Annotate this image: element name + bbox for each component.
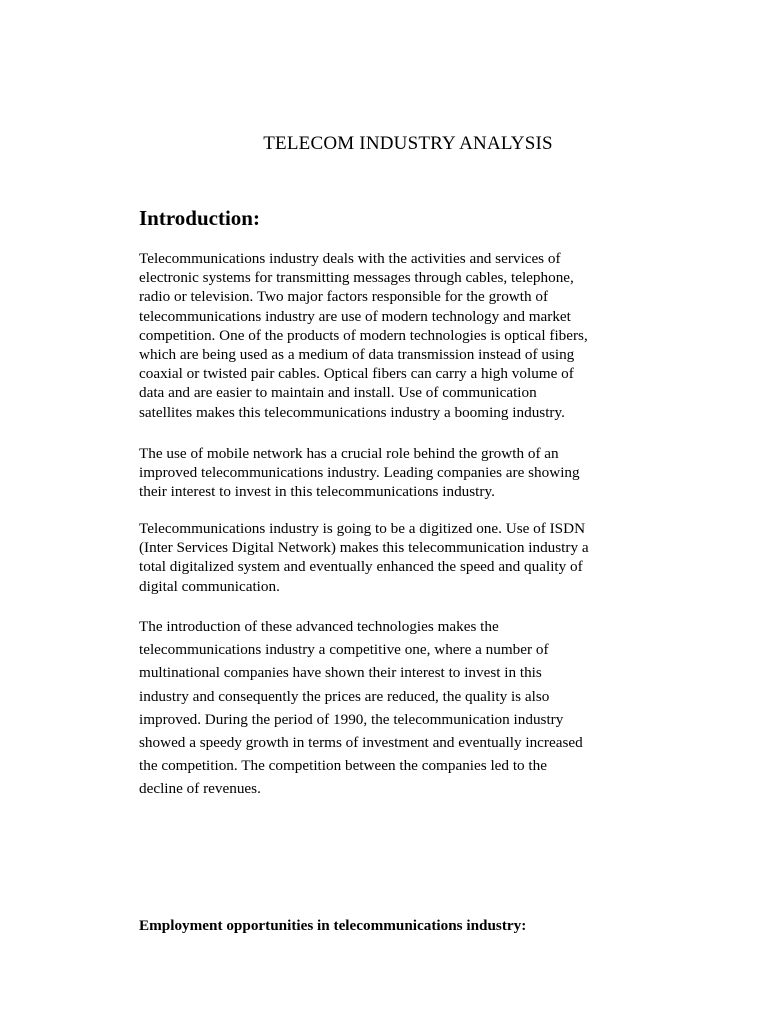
paragraph-3: Telecommunications industry is going to be a digitized one. Use of ISDN (Inter Services Digital Network) makes this telecommunication industry a total digitalized system and eventually enhanced the speed and quality of digital communication. xyxy=(139,520,589,595)
paragraph-4: The introduction of these advanced technologies makes the telecommunications industry a competitive one, where a number of multinational companies have shown their interest to invest in this industry and consequently the prices are reduced, the quality is also improved. During the period of 1990, the telecommunication industry showed a speedy growth in terms of investment and eventually increased the competition. The competition between the companies led to the decline of revenues. xyxy=(139,618,583,798)
paragraph-1: Telecommunications industry deals with the activities and services of electronic systems for transmitting messages through cables, telephone, radio or television. Two major factors responsible for the growth of telecommunications industry are use of modern technology and market competition. One of the products of modern technologies is optical fibers, which are being used as a medium of data transmission instead of using coaxial or twisted pair cables. Optical fibers can carry a high volume of data and are easier to maintain and install. Use of communication satellites makes this telecommunications industry a booming industry. xyxy=(139,250,588,421)
paragraph-2: The use of mobile network has a crucial role behind the growth of an improved telecommunications industry. Leading companies are showing their interest to invest in this telecommunications industry. xyxy=(139,445,580,501)
introduction-heading: Introduction: xyxy=(139,206,260,230)
employment-heading: Employment opportunities in telecommunications industry: xyxy=(139,917,527,934)
document-title: TELECOM INDUSTRY ANALYSIS xyxy=(263,133,553,154)
